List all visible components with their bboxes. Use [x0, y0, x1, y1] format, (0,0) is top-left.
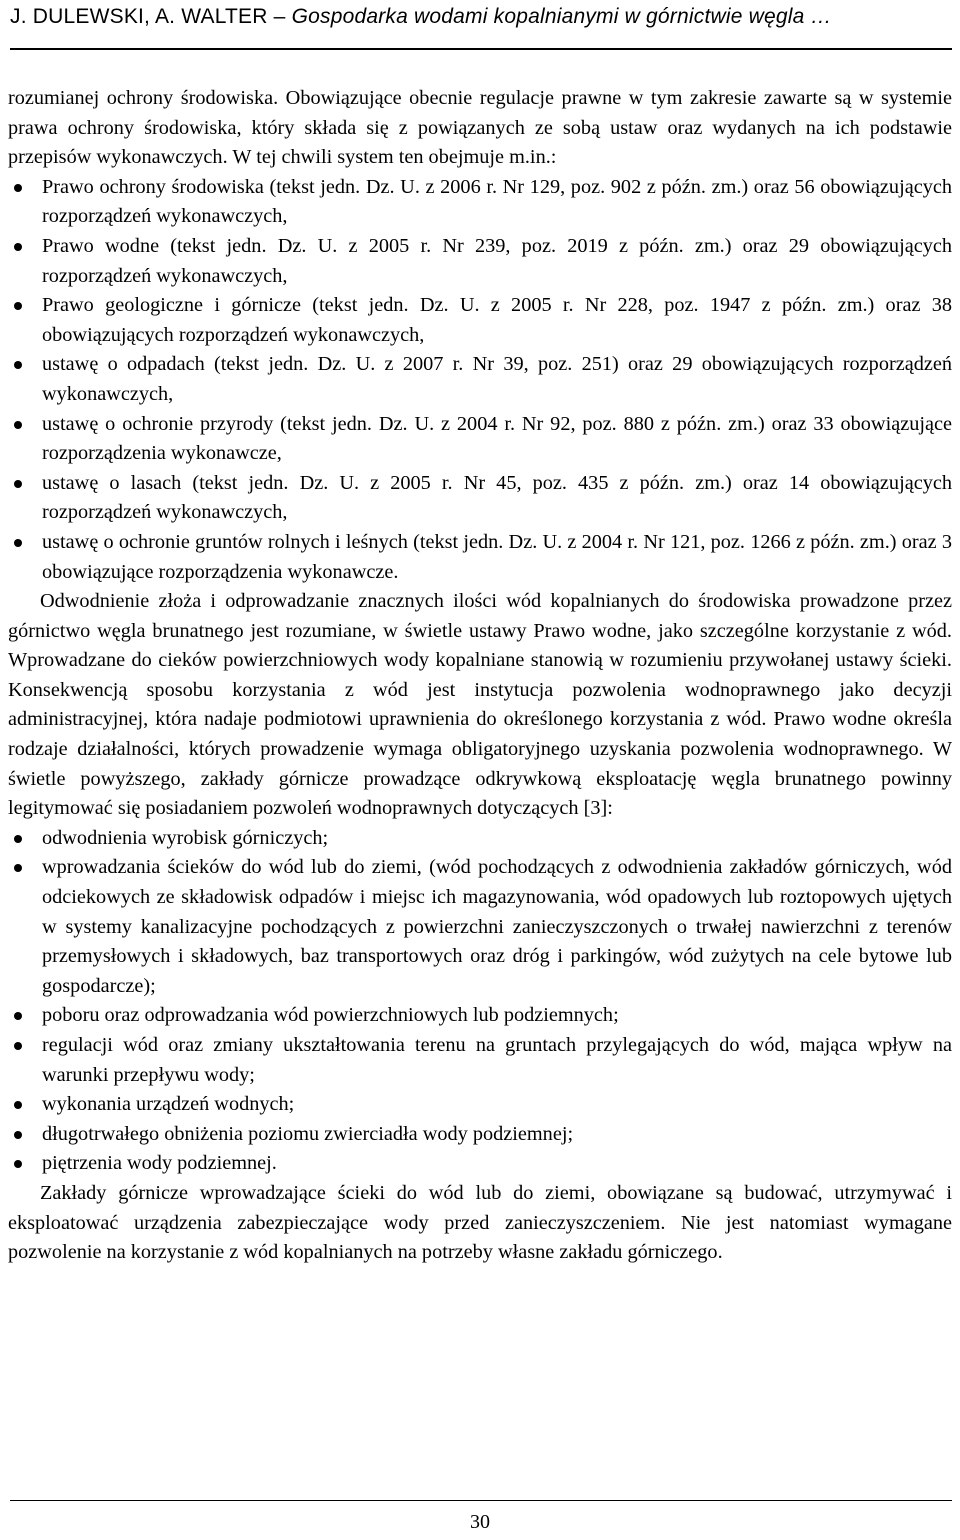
list-item — [8, 1090, 952, 1120]
list-item — [8, 350, 952, 409]
list-item-text: Prawo wodne (tekst jedn. Dz. U. z 2005 r. Nr 239, poz. 2019 z późn. zm.) oraz 29 obowiązujących rozporządzeń wykonawczych, — [42, 234, 952, 287]
bullet-icon — [14, 361, 22, 369]
header-title: Gospodarka wodami kopalnianymi w górnictwie węgla … — [291, 5, 832, 28]
bullet-icon — [14, 1012, 22, 1020]
list-item — [8, 291, 952, 350]
laws-list — [8, 173, 952, 587]
page-number: 30 — [470, 1511, 490, 1533]
list-item-text: ustawę o lasach (tekst jedn. Dz. U. z 2005 r. Nr 45, poz. 435 z późn. zm.) oraz 14 obowiązujących rozporządzeń wykonawczych, — [42, 471, 952, 524]
bullet-icon — [14, 1042, 22, 1050]
list-item-text: ustawę o odpadach (tekst jedn. Dz. U. z 2007 r. Nr 39, poz. 251) oraz 29 obowiązujących rozporządzeń wykonawczych, — [42, 353, 952, 405]
list-item — [8, 469, 952, 528]
list-item — [8, 1001, 952, 1031]
running-header — [10, 2, 952, 50]
header-authors: J. DULEWSKI, A. WALTER — [10, 5, 268, 28]
list-item-text: regulacji wód oraz zmiany ukształtowania terenu na gruntach przylegających do wód, mająca wpływ na warunki przepływu wody; — [42, 1034, 952, 1086]
drainage-paragraph: Odwodnienie złoża i odprowadzanie znacznych ilości wód kopalnianych do środowiska prowadzone przez górnictwo węgla brunatnego jest rozumiane, w świetle ustawy Prawo wodne, jako szczególne korzystanie z wód. Wprowadzane do cieków powierzchniowych wody kopalniane stanowią w rozumieniu przywołanej ustawy ścieki. Konsekwencją sposobu korzystania z wód jest instytucja pozwolenia wodnoprawnego jako decyzji administracyjnej, która nadaje podmiotowi uprawnienia do określonego korzystania z wód. Prawo wodne określa rodzaje działalności, których prowadzenie wymaga obligatoryjnego uzyskania pozwolenia wodnoprawnego. W świetle powyższego, zakłady górnicze prowadzące odkrywkową eksploatację węgla brunatnego powinny legitymować się posiadaniem pozwoleń wodnoprawnych dotyczących [3]: — [8, 590, 952, 820]
list-item — [8, 1031, 952, 1090]
list-item-text: wprowadzania ścieków do wód lub do ziemi, (wód pochodzących z odwodnienia zakładów górniczych, wód odciekowych ze składowisk odpadów i miejsc ich magazynowania, wód opadowych lub roztopowych ujętych w systemy kanalizacyjne pochodzących z powierzchni zanieczyszczonych o trwałej nawierzchni z terenów przemysłowych i składowych, baz transportowych oraz dróg i parkingów, wód zużytych na cele bytowe lub gospodarcze); — [42, 856, 952, 997]
bullet-icon — [14, 243, 22, 251]
bullet-icon — [14, 184, 22, 192]
list-item — [8, 410, 952, 469]
list-item — [8, 824, 952, 854]
bullet-icon — [14, 539, 22, 547]
list-item — [8, 528, 952, 587]
list-item — [8, 853, 952, 1001]
list-item — [8, 1149, 952, 1179]
list-item-text: poboru oraz odprowadzania wód powierzchniowych lub podziemnych; — [42, 1004, 619, 1027]
bullet-icon — [14, 835, 22, 843]
permits-list — [8, 824, 952, 1179]
list-item — [8, 232, 952, 291]
page-body — [8, 84, 952, 1268]
footer-divider — [10, 1500, 952, 1501]
list-item-text: wykonania urządzeń wodnych; — [42, 1093, 295, 1116]
bullet-icon — [14, 1101, 22, 1109]
bullet-icon — [14, 1160, 22, 1168]
intro-paragraph: rozumianej ochrony środowiska. Obowiązujące obecnie regulacje prawne w tym zakresie zawarte są w systemie prawa ochrony środowiska, który składa się z powiązanych ze sobą ustaw oraz wydanych na ich podstawie przepisów wykonawczych. W tej chwili system ten obejmuje m.in.: — [8, 87, 952, 169]
closing-paragraph: Zakłady górnicze wprowadzające ścieki do wód lub do ziemi, obowiązane są budować, utrzymywać i eksploatować urządzenia zabezpieczające wody przed zanieczyszczeniem. Nie jest natomiast wymagane pozwolenie na korzystanie z wód kopalnianych na potrzeby własne zakładu górniczego. — [8, 1181, 952, 1264]
list-item-text: Prawo geologiczne i górnicze (tekst jedn. Dz. U. z 2005 r. Nr 228, poz. 1947 z późn. zm.) oraz 38 obowiązujących rozporządzeń wykonawczych, — [42, 294, 952, 346]
bullet-icon — [14, 864, 22, 872]
header-separator: – — [273, 5, 286, 28]
list-item-text: Prawo ochrony środowiska (tekst jedn. Dz. U. z 2006 r. Nr 129, poz. 902 z późn. zm.) oraz 56 obowiązujących rozporządzeń wykonawczych, — [42, 175, 952, 228]
list-item-text: długotrwałego obniżenia poziomu zwierciadła wody podziemnej; — [42, 1122, 574, 1145]
list-item-text: ustawę o ochronie przyrody (tekst jedn. Dz. U. z 2004 r. Nr 92, poz. 880 z późn. zm.) oraz 33 obowiązujące rozporządzenia wykonawcze, — [42, 412, 952, 465]
bullet-icon — [14, 302, 22, 310]
bullet-icon — [14, 421, 22, 429]
list-item-text: odwodnienia wyrobisk górniczych; — [42, 826, 329, 849]
list-item-text: piętrzenia wody podziemnej. — [42, 1152, 277, 1175]
list-item — [8, 173, 952, 232]
list-item — [8, 1120, 952, 1150]
bullet-icon — [14, 480, 22, 488]
list-item-text: ustawę o ochronie gruntów rolnych i leśnych (tekst jedn. Dz. U. z 2004 r. Nr 121, poz. 1266 z późn. zm.) oraz 3 obowiązujące rozporządzenia wykonawcze. — [42, 530, 952, 583]
bullet-icon — [14, 1131, 22, 1139]
